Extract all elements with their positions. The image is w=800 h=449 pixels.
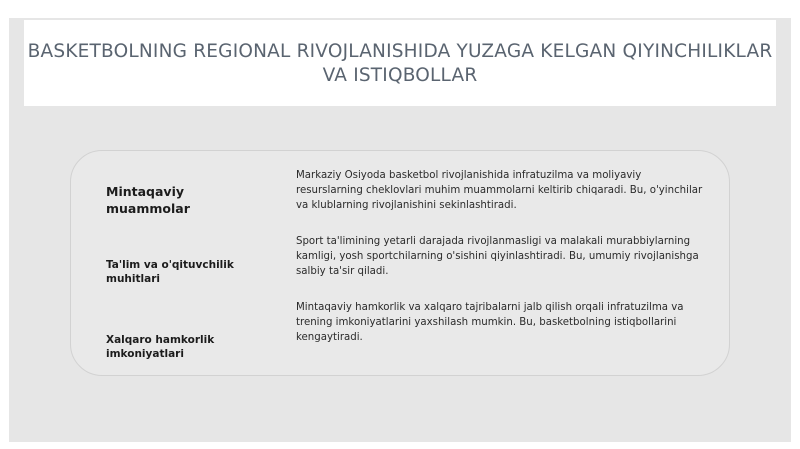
row-description-education-environment: Sport ta'limining yetarli darajada rivojlanmasligi va malakali murabbiylarning kamligi, yosh sportchilarning o'sishini qiyinlashtiradi. Bu, umumiy rivojlanishga salbiy ta'sir qiladi.: [296, 236, 699, 277]
row-description-international-cooperation: Mintaqaviy hamkorlik va xalqaro tajribalarni jalb qilish orqali infratuzilma va trening imkoniyatlarini yaxshilash mumkin. Bu, basketbolning istiqbollarini kengaytiradi.: [296, 302, 684, 343]
title-band: [24, 20, 776, 106]
row-label-regional-problems: Mintaqaviy muammolar: [106, 184, 190, 216]
slide-title: BASKETBOLNING REGIONAL RIVOJLANISHIDA YUZAGA KELGAN QIYINCHILIKLAR VA ISTIQBOLLAR: [27, 41, 773, 86]
row-description-regional-problems: Markaziy Osiyoda basketbol rivojlanishida infratuzilma va moliyaviy resurslarning cheklovlari muhim muammolarni keltirib chiqaradi. Bu, o'yinchilar va klublarning rivojlanishini sekinlashtiradi.: [296, 170, 703, 211]
row-label-education-environment: Ta'lim va o'qituvchilik muhitlari: [106, 259, 234, 285]
row-label-international-cooperation: Xalqaro hamkorlik imkoniyatlari: [106, 334, 215, 360]
